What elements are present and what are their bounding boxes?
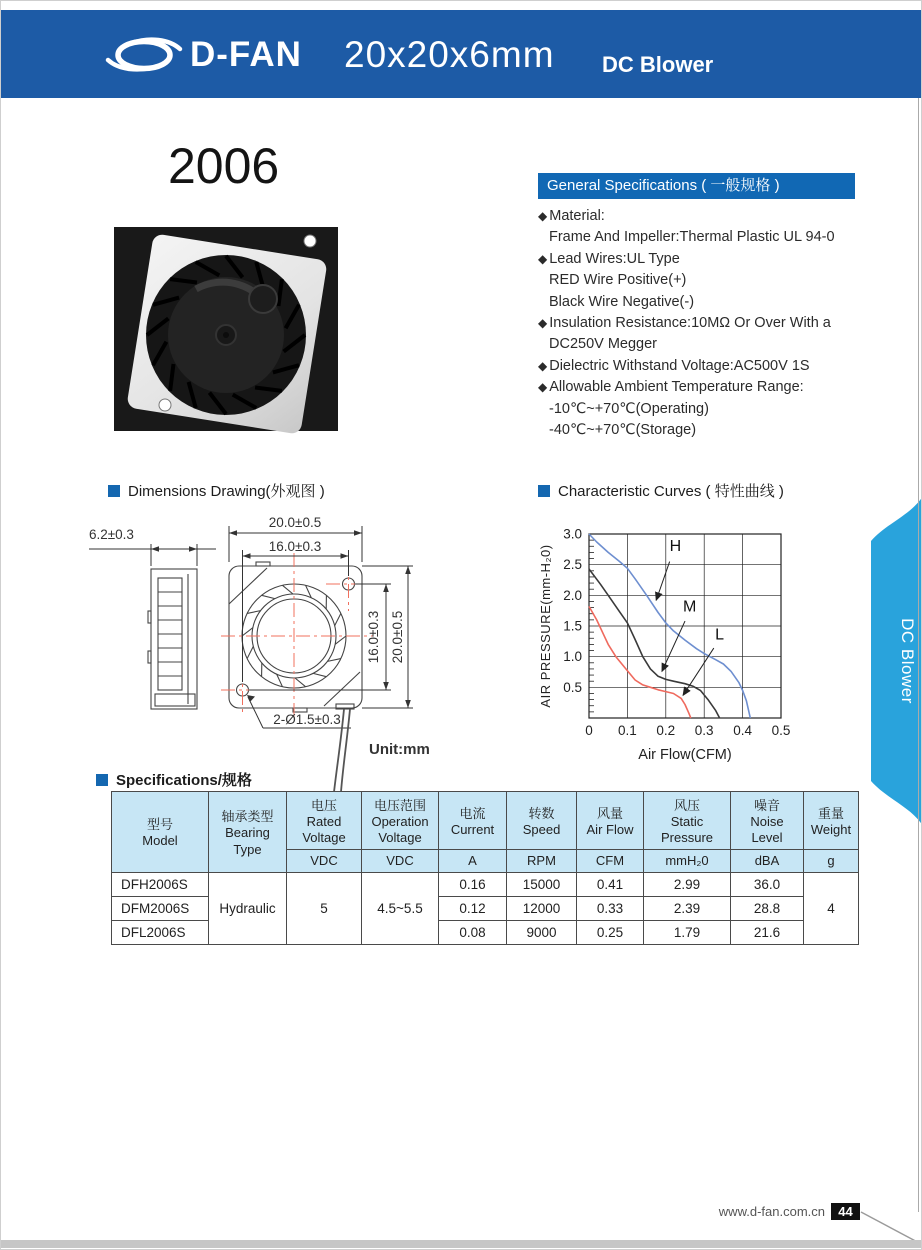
y-tick-label: 2.0	[563, 587, 582, 603]
general-specs-list	[538, 206, 878, 441]
x-axis-label: Air Flow(CFM)	[638, 747, 732, 763]
spec-line: -10℃~+70℃(Operating)	[549, 400, 709, 417]
unit-header: VDC	[362, 849, 439, 872]
bottom-strip	[1, 1240, 922, 1248]
column-header: 电压范围 Operation Voltage	[362, 792, 439, 850]
x-tick-label: 0.4	[733, 723, 752, 738]
table-cell: 0.25	[577, 921, 644, 945]
spec-line: DC250V Megger	[549, 336, 657, 353]
column-header: 型号 Model	[112, 792, 209, 873]
table-cell: 21.6	[731, 921, 804, 945]
spec-line: Frame And Impeller:Thermal Plastic UL 94-0	[549, 229, 835, 246]
x-tick-label: 0.1	[618, 723, 637, 738]
unit-label: Unit:mm	[369, 741, 430, 758]
unit-header: mmH₂0	[644, 849, 731, 872]
right-rule	[918, 98, 919, 1212]
table-cell: 1.79	[644, 921, 731, 945]
y-tick-label: 3.0	[563, 526, 582, 542]
dim-label: 6.2±0.3	[89, 527, 134, 542]
table-cell: 9000	[507, 921, 577, 945]
x-tick-label: 0.2	[656, 723, 676, 738]
blue-square-icon	[108, 485, 120, 497]
table-cell: 0.16	[439, 873, 507, 897]
product-size-title: 20x20x6mm	[344, 34, 555, 75]
spec-line: ◆ Allowable Ambient Temperature Range:	[538, 379, 804, 396]
table-cell: 15000	[507, 873, 577, 897]
dim-label: 20.0±0.5	[390, 610, 405, 664]
unit-header: VDC	[287, 849, 362, 872]
spec-line: ◆ Dielectric Withstand Voltage:AC500V 1S	[538, 357, 810, 374]
product-photo	[106, 211, 351, 439]
dimensions-heading: Dimensions Drawing(外观图 )	[108, 480, 325, 501]
table-cell: 0.12	[439, 897, 507, 921]
table-cell: 2.99	[644, 873, 731, 897]
unit-header: RPM	[507, 849, 577, 872]
table-cell: DFH2006S	[112, 873, 209, 897]
table-cell: 28.8	[731, 897, 804, 921]
blue-square-icon	[538, 485, 550, 497]
spec-table-heading: Specifications/规格	[96, 769, 252, 790]
table-cell: 36.0	[731, 873, 804, 897]
spec-line: ◆ Insulation Resistance:10MΩ Or Over With a	[538, 315, 831, 332]
curve-label-M: M	[682, 598, 697, 616]
table-cell: 2.39	[644, 897, 731, 921]
table-cell: Hydraulic	[209, 873, 287, 945]
column-header: 重量 Weight	[804, 792, 859, 850]
table-cell: 12000	[507, 897, 577, 921]
general-specs-title: General Specifications ( 一般规格 )	[538, 173, 855, 199]
column-header: 噪音 Noise Level	[731, 792, 804, 850]
header-band	[1, 10, 922, 98]
model-number-title: 2006	[168, 138, 280, 194]
spec-line: RED Wire Positive(+)	[549, 272, 687, 289]
curve-label-H: H	[669, 538, 682, 556]
brand-name: D-FAN	[190, 35, 302, 74]
unit-header: CFM	[577, 849, 644, 872]
table-cell: 0.08	[439, 921, 507, 945]
table-cell: 0.41	[577, 873, 644, 897]
swirl-logo-icon	[104, 33, 184, 77]
table-cell: 0.33	[577, 897, 644, 921]
spec-line: ◆ Lead Wires:UL Type	[538, 250, 680, 267]
characteristic-curves-chart	[536, 499, 836, 789]
dim-label: 20.0±0.5	[268, 515, 322, 530]
column-header: 转数 Speed	[507, 792, 577, 850]
table-cell: DFM2006S	[112, 897, 209, 921]
y-tick-label: 0.5	[563, 679, 582, 695]
table-cell: 4.5~5.5	[362, 873, 439, 945]
unit-header: A	[439, 849, 507, 872]
dim-label: 2-Ø1.5±0.3	[273, 712, 341, 727]
dim-label: 16.0±0.3	[268, 539, 322, 554]
y-axis-label: AIR PRESSURE(mm-H₂0)	[538, 544, 553, 708]
specifications-table	[111, 791, 859, 945]
curves-heading: Characteristic Curves ( 特性曲线 )	[538, 480, 784, 501]
y-tick-label: 1.0	[563, 649, 582, 665]
unit-header: dBA	[731, 849, 804, 872]
dim-label: 16.0±0.3	[366, 610, 381, 664]
unit-header: g	[804, 849, 859, 872]
y-tick-label: 1.5	[563, 618, 582, 634]
spec-line: -40℃~+70℃(Storage)	[549, 422, 697, 439]
page-number-badge: 44	[831, 1203, 860, 1220]
column-header: 电压 Rated Voltage	[287, 792, 362, 850]
website-link[interactable]: www.d-fan.com.cn	[718, 1204, 825, 1219]
y-tick-label: 2.5	[563, 557, 582, 573]
table-cell: DFL2006S	[112, 921, 209, 945]
curve-label-L: L	[715, 626, 725, 644]
spec-line: Black Wire Negative(-)	[549, 293, 695, 310]
column-header: 电流 Current	[439, 792, 507, 850]
table-cell: 5	[287, 873, 362, 945]
brand-logo	[104, 33, 302, 77]
column-header: 风压 Static Pressure	[644, 792, 731, 850]
side-tab-label: DC Blower	[898, 618, 917, 704]
table-cell: 4	[804, 873, 859, 945]
side-tab	[869, 471, 922, 841]
spec-line: ◆ Material:	[538, 208, 605, 224]
x-tick-label: 0.5	[771, 723, 791, 738]
column-header: 风量 Air Flow	[577, 792, 644, 850]
x-tick-label: 0	[585, 723, 593, 738]
column-header: 轴承类型 Bearing Type	[209, 792, 287, 873]
curve-L	[589, 606, 691, 718]
dimensions-drawing	[81, 506, 481, 796]
x-tick-label: 0.3	[694, 723, 714, 738]
product-category: DC Blower	[602, 52, 714, 77]
